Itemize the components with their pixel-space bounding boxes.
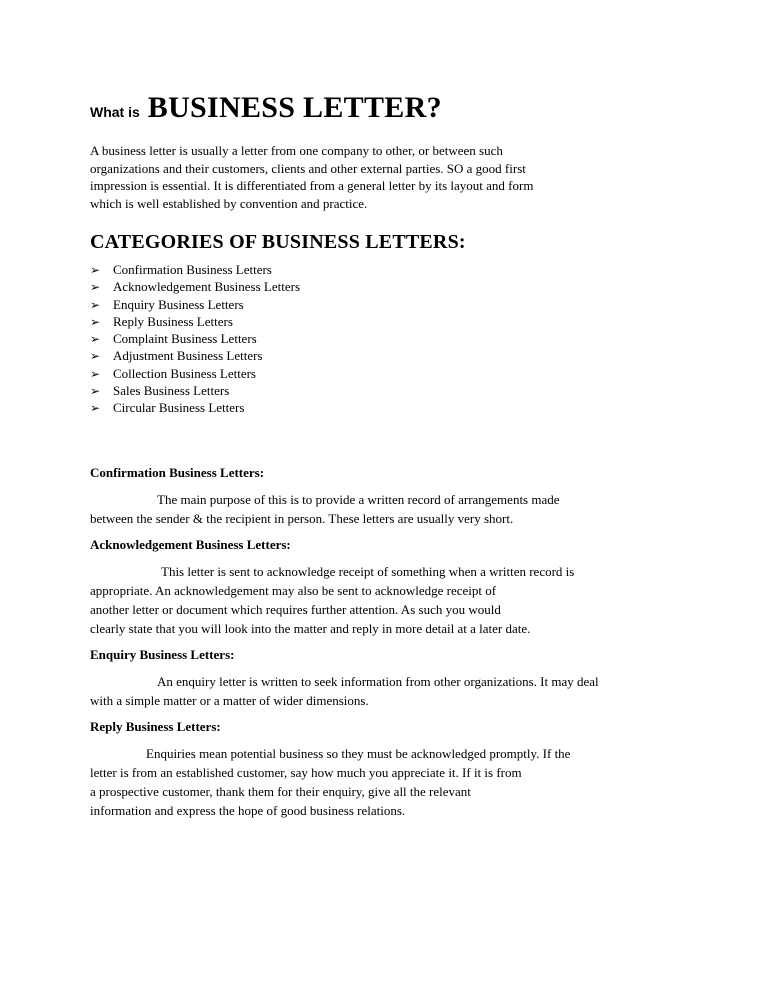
list-item bbox=[90, 261, 690, 278]
section-reply bbox=[90, 718, 690, 820]
arrow-bullet-icon: ➢ bbox=[90, 314, 101, 329]
category-label: Reply Business Letters bbox=[113, 313, 233, 329]
list-item bbox=[90, 365, 690, 382]
section-heading: Reply Business Letters: bbox=[90, 718, 221, 734]
title-prefix: What is bbox=[90, 104, 140, 120]
section-enquiry bbox=[90, 646, 690, 710]
list-item bbox=[90, 382, 690, 399]
category-label: Adjustment Business Letters bbox=[113, 348, 263, 364]
section-heading: Confirmation Business Letters: bbox=[90, 464, 265, 480]
document-title bbox=[90, 88, 690, 128]
document-page bbox=[90, 88, 690, 828]
category-label: Acknowledgement Business Letters bbox=[113, 279, 301, 295]
section-heading: Acknowledgement Business Letters: bbox=[90, 536, 291, 552]
category-label: Enquiry Business Letters bbox=[113, 296, 244, 312]
list-item bbox=[90, 399, 690, 416]
arrow-bullet-icon: ➢ bbox=[90, 280, 101, 295]
category-label: Complaint Business Letters bbox=[113, 331, 257, 347]
intro-line: organizations and their customers, clients and other external parties. SO a good first bbox=[90, 160, 526, 176]
list-item bbox=[90, 313, 690, 330]
paragraph-line: This letter is sent to acknowledge receipt of something when a written record is bbox=[161, 563, 575, 579]
letter-type-sections bbox=[90, 464, 690, 820]
paragraph-line: another letter or document which requires further attention. As such you would bbox=[90, 601, 501, 617]
list-item bbox=[90, 330, 690, 347]
intro-line: impression is essential. It is differentiated from a general letter by its layout and form bbox=[90, 178, 534, 193]
paragraph-line: letter is from an established customer, say how much you appreciate it. If it is from bbox=[90, 764, 522, 780]
list-item bbox=[90, 278, 690, 295]
categories-heading: CATEGORIES OF BUSINESS LETTERS: bbox=[90, 231, 466, 253]
section-heading: Enquiry Business Letters: bbox=[90, 646, 235, 662]
paragraph-line: between the sender & the recipient in person. These letters are usually very short. bbox=[90, 510, 514, 526]
arrow-bullet-icon: ➢ bbox=[90, 349, 101, 364]
paragraph-line: Enquiries mean potential business so they must be acknowledged promptly. If the bbox=[146, 745, 571, 761]
category-label: Collection Business Letters bbox=[113, 365, 256, 381]
intro-line: A business letter is usually a letter from one company to other, or between such bbox=[90, 143, 503, 158]
paragraph-line: information and express the hope of good business relations. bbox=[90, 802, 406, 818]
list-item bbox=[90, 296, 690, 313]
arrow-bullet-icon: ➢ bbox=[90, 297, 101, 312]
arrow-bullet-icon: ➢ bbox=[90, 401, 101, 416]
list-item bbox=[90, 347, 690, 364]
category-label: Sales Business Letters bbox=[113, 383, 230, 399]
arrow-bullet-icon: ➢ bbox=[90, 263, 101, 277]
paragraph-line: clearly state that you will look into the matter and reply in more detail at a later date. bbox=[90, 620, 531, 636]
section-confirmation bbox=[90, 464, 690, 528]
arrow-bullet-icon: ➢ bbox=[90, 366, 101, 381]
category-label: Confirmation Business Letters bbox=[113, 262, 272, 277]
arrow-bullet-icon: ➢ bbox=[90, 384, 101, 399]
title-main: BUSINESS LETTER? bbox=[147, 91, 442, 124]
paragraph-line: appropriate. An acknowledgement may also be sent to acknowledge receipt of bbox=[90, 582, 497, 598]
section-paragraph bbox=[90, 490, 690, 528]
section-paragraph bbox=[90, 672, 690, 710]
intro-line: which is well established by convention and practice. bbox=[90, 195, 368, 211]
category-label: Circular Business Letters bbox=[113, 400, 245, 416]
paragraph-line: The main purpose of this is to provide a written record of arrangements made bbox=[157, 491, 560, 507]
paragraph-line: with a simple matter or a matter of wider dimensions. bbox=[90, 692, 369, 708]
arrow-bullet-icon: ➢ bbox=[90, 332, 101, 347]
paragraph-line: An enquiry letter is written to seek information from other organizations. It may deal bbox=[157, 673, 599, 689]
paragraph-line: a prospective customer, thank them for their enquiry, give all the relevant bbox=[90, 783, 471, 799]
section-paragraph bbox=[90, 744, 690, 820]
section-paragraph bbox=[90, 562, 690, 638]
intro-paragraph bbox=[90, 142, 690, 212]
section-acknowledgement bbox=[90, 536, 690, 638]
categories-list bbox=[90, 261, 690, 417]
